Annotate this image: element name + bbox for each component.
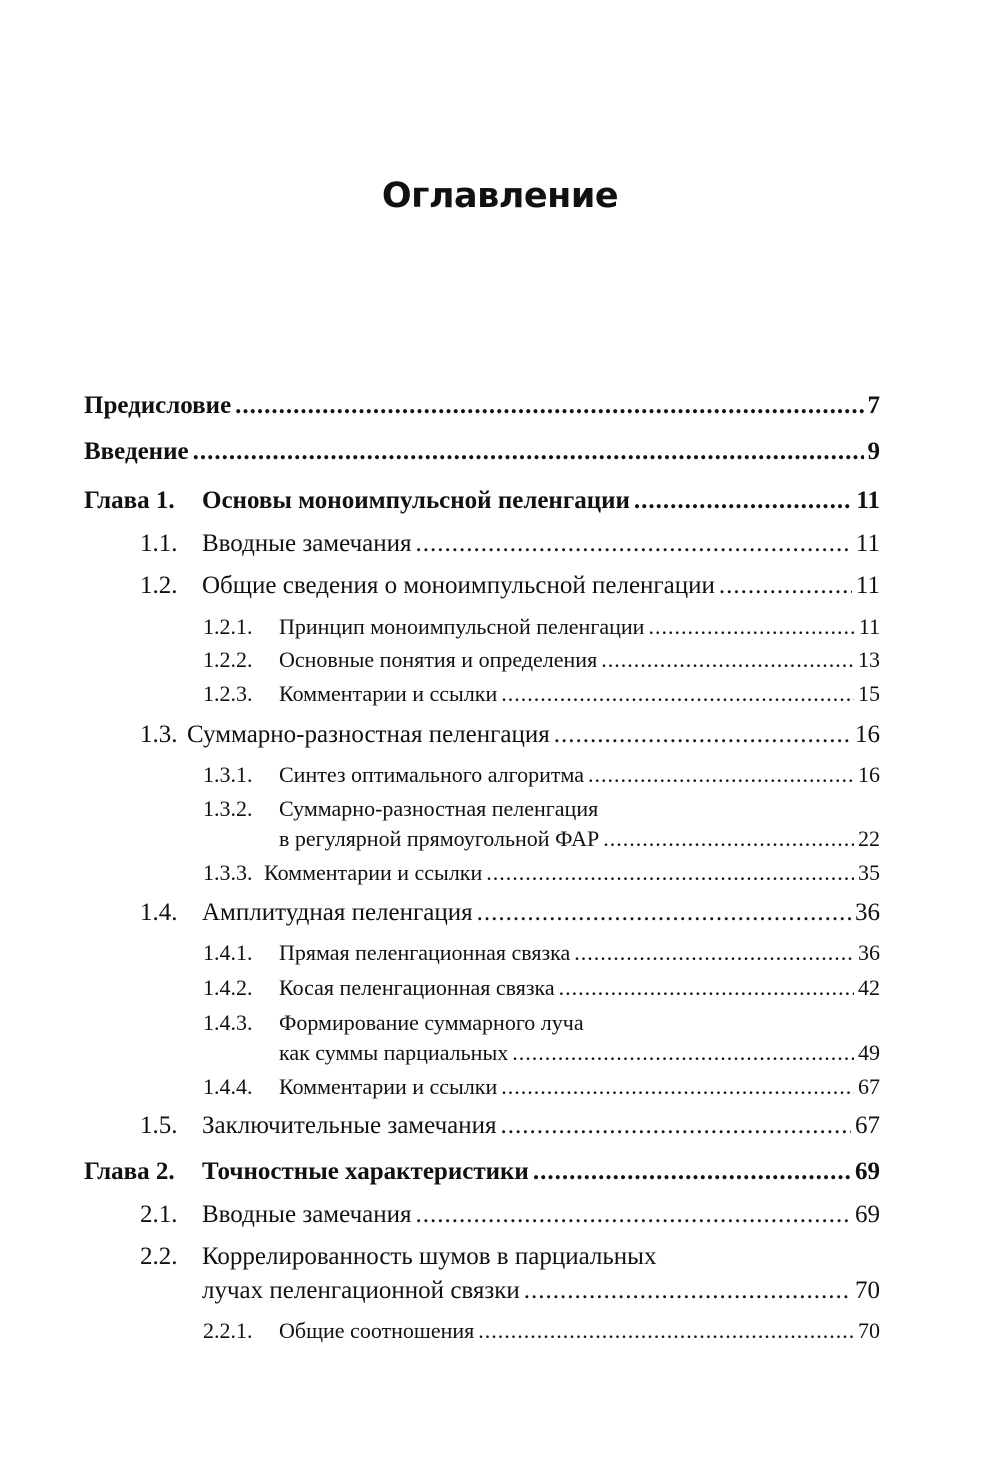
dot-leader <box>524 1277 851 1305</box>
toc-entry-text: Заключительные замечания <box>202 1112 497 1139</box>
toc-entry-1-4-2[interactable] <box>203 975 880 1001</box>
toc-entry-number: 1.2. <box>140 572 178 599</box>
toc-entry-number: 1.3.3. <box>203 860 253 885</box>
toc-entry-text: Точностные характеристики <box>202 1158 529 1185</box>
toc-entry-1-4-3[interactable] <box>279 1040 880 1066</box>
toc-entry-1-3-3[interactable] <box>203 860 880 886</box>
toc-entry-page: 22 <box>858 826 880 851</box>
dot-leader <box>588 762 854 788</box>
toc-entry-1-4-1[interactable] <box>203 940 880 966</box>
toc-entry-text: Формирование суммарного луча <box>279 1010 584 1035</box>
toc-entry-text: Синтез оптимального алгоритма <box>279 762 585 787</box>
dot-leader <box>512 1040 854 1066</box>
toc-entry-text: в регулярной прямоугольной ФАР <box>279 826 600 851</box>
toc-entry-text: Общие сведения о моноимпульсной пеленгации <box>202 572 715 599</box>
toc-entry-introduction[interactable] <box>84 438 880 466</box>
toc-entry-text: Введение <box>84 438 189 465</box>
toc-entry-number: 1.3. <box>140 721 178 748</box>
toc-entry-chapter-1[interactable] <box>84 487 880 515</box>
toc-entry-page: 67 <box>855 1112 880 1139</box>
toc-entry-1-2[interactable] <box>140 572 880 600</box>
toc-entry-text: Прямая пеленгационная связка <box>279 940 571 965</box>
dot-leader <box>416 1201 851 1229</box>
toc-entry-page: 36 <box>855 899 880 926</box>
toc-entry-page: 11 <box>856 487 880 514</box>
toc-entry-text: Косая пеленгационная связка <box>279 975 555 1000</box>
dot-leader <box>603 826 854 852</box>
toc-entry-page: 67 <box>858 1074 880 1099</box>
toc-entry-page: 36 <box>858 940 880 965</box>
dot-leader <box>559 975 854 1001</box>
toc-entry-number: Глава 1. <box>84 487 175 514</box>
toc-entry-number: Глава 2. <box>84 1158 175 1185</box>
toc-entry-text: Принцип моноимпульсной пеленгации <box>279 614 645 639</box>
toc-entry-text: Суммарно-разностная пеленгация <box>187 721 550 748</box>
toc-entry-1-2-3[interactable] <box>203 681 880 707</box>
toc-entry-1-3[interactable] <box>140 721 880 749</box>
toc-entry-number: 1.4.1. <box>203 940 253 965</box>
toc-entry-number: 2.1. <box>140 1201 178 1228</box>
toc-entry-2-2-1[interactable] <box>203 1318 880 1344</box>
toc-entry-number: 1.3.1. <box>203 762 253 787</box>
toc-entry-text: Вводные замечания <box>202 1201 412 1228</box>
toc-entry-1-2-2[interactable] <box>203 647 880 673</box>
toc-entry-page: 13 <box>858 647 880 672</box>
dot-leader <box>477 899 851 927</box>
toc-entry-number: 1.3.2. <box>203 796 253 821</box>
dot-leader <box>478 1318 854 1344</box>
toc-entry-page: 7 <box>867 392 880 419</box>
dot-leader <box>574 940 854 966</box>
dot-leader <box>601 647 854 673</box>
toc-entry-1-3-2[interactable] <box>279 826 880 852</box>
toc-entry-text: Комментарии и ссылки <box>264 860 483 885</box>
toc-entry-number: 2.2. <box>140 1243 178 1270</box>
toc-entry-1-3-2-first-line[interactable] <box>203 796 598 822</box>
toc-entry-page: 16 <box>858 762 880 787</box>
toc-entry-text: Основы моноимпульсной пеленгации <box>202 487 630 514</box>
toc-entry-page: 42 <box>858 975 880 1000</box>
toc-entry-text: Предисловие <box>84 392 232 419</box>
toc-entry-number: 1.4.2. <box>203 975 253 1000</box>
toc-entry-page: 49 <box>858 1040 880 1065</box>
toc-entry-page: 70 <box>855 1277 880 1304</box>
toc-entry-chapter-2[interactable] <box>84 1158 880 1186</box>
dot-leader <box>501 681 854 707</box>
toc-entry-page: 69 <box>855 1201 880 1228</box>
toc-entry-page: 11 <box>855 530 880 557</box>
toc-entry-text: Коррелированность шумов в парциальных <box>202 1243 657 1270</box>
toc-entry-page: 11 <box>855 572 880 599</box>
toc-entry-1-4-3-first-line[interactable] <box>203 1010 584 1036</box>
toc-entry-1-5[interactable] <box>140 1112 880 1140</box>
dot-leader <box>501 1074 854 1100</box>
toc-entry-1-4[interactable] <box>140 899 880 927</box>
dot-leader <box>501 1112 851 1140</box>
toc-entry-text: Комментарии и ссылки <box>279 681 498 706</box>
toc-entry-page: 11 <box>858 614 880 639</box>
toc-entry-page: 9 <box>867 438 880 465</box>
toc-entry-number: 1.2.3. <box>203 681 253 706</box>
toc-entry-text: Комментарии и ссылки <box>279 1074 498 1099</box>
toc-entry-page: 69 <box>855 1158 880 1185</box>
toc-entry-number: 1.5. <box>140 1112 178 1139</box>
dot-leader <box>554 721 851 749</box>
toc-entry-1-2-1[interactable] <box>203 614 880 640</box>
toc-entry-page: 16 <box>855 721 880 748</box>
toc-entry-number: 1.4. <box>140 899 178 926</box>
dot-leader <box>533 1158 851 1186</box>
toc-entry-2-2[interactable] <box>202 1277 880 1305</box>
toc-entry-page: 70 <box>858 1318 880 1343</box>
toc-entry-text: Суммарно-разностная пеленгация <box>279 796 599 821</box>
toc-entry-2-2-first-line[interactable] <box>140 1243 656 1271</box>
toc-entry-preface[interactable] <box>84 392 880 420</box>
toc-entry-text: Общие соотношения <box>279 1318 475 1343</box>
toc-entry-number: 1.2.2. <box>203 647 253 672</box>
toc-entry-1-3-1[interactable] <box>203 762 880 788</box>
toc-entry-text: Вводные замечания <box>202 530 412 557</box>
toc-entry-page: 35 <box>858 860 880 885</box>
toc-entry-number: 2.2.1. <box>203 1318 253 1343</box>
page-title: Оглавление <box>381 176 619 216</box>
toc-entry-text: как суммы парциальных <box>279 1040 509 1065</box>
toc-entry-number: 1.4.4. <box>203 1074 253 1099</box>
toc-entry-page: 15 <box>858 681 880 706</box>
toc-entry-1-4-4[interactable] <box>203 1074 880 1100</box>
dot-leader <box>634 487 852 515</box>
dot-leader <box>416 530 852 558</box>
dot-leader <box>648 614 854 640</box>
toc-entry-text: Основные понятия и определения <box>279 647 598 672</box>
toc-entry-number: 1.4.3. <box>203 1010 253 1035</box>
toc-entry-text: Амплитудная пеленгация <box>202 899 473 926</box>
dot-leader <box>235 392 863 420</box>
toc-entry-text: лучах пеленгационной связки <box>202 1277 520 1304</box>
toc-entry-1-1[interactable] <box>140 530 880 558</box>
dot-leader <box>193 438 864 466</box>
dot-leader <box>719 572 852 600</box>
toc-entry-2-1[interactable] <box>140 1201 880 1229</box>
dot-leader <box>486 860 854 886</box>
toc-entry-number: 1.1. <box>140 530 178 557</box>
toc-entry-number: 1.2.1. <box>203 614 253 639</box>
